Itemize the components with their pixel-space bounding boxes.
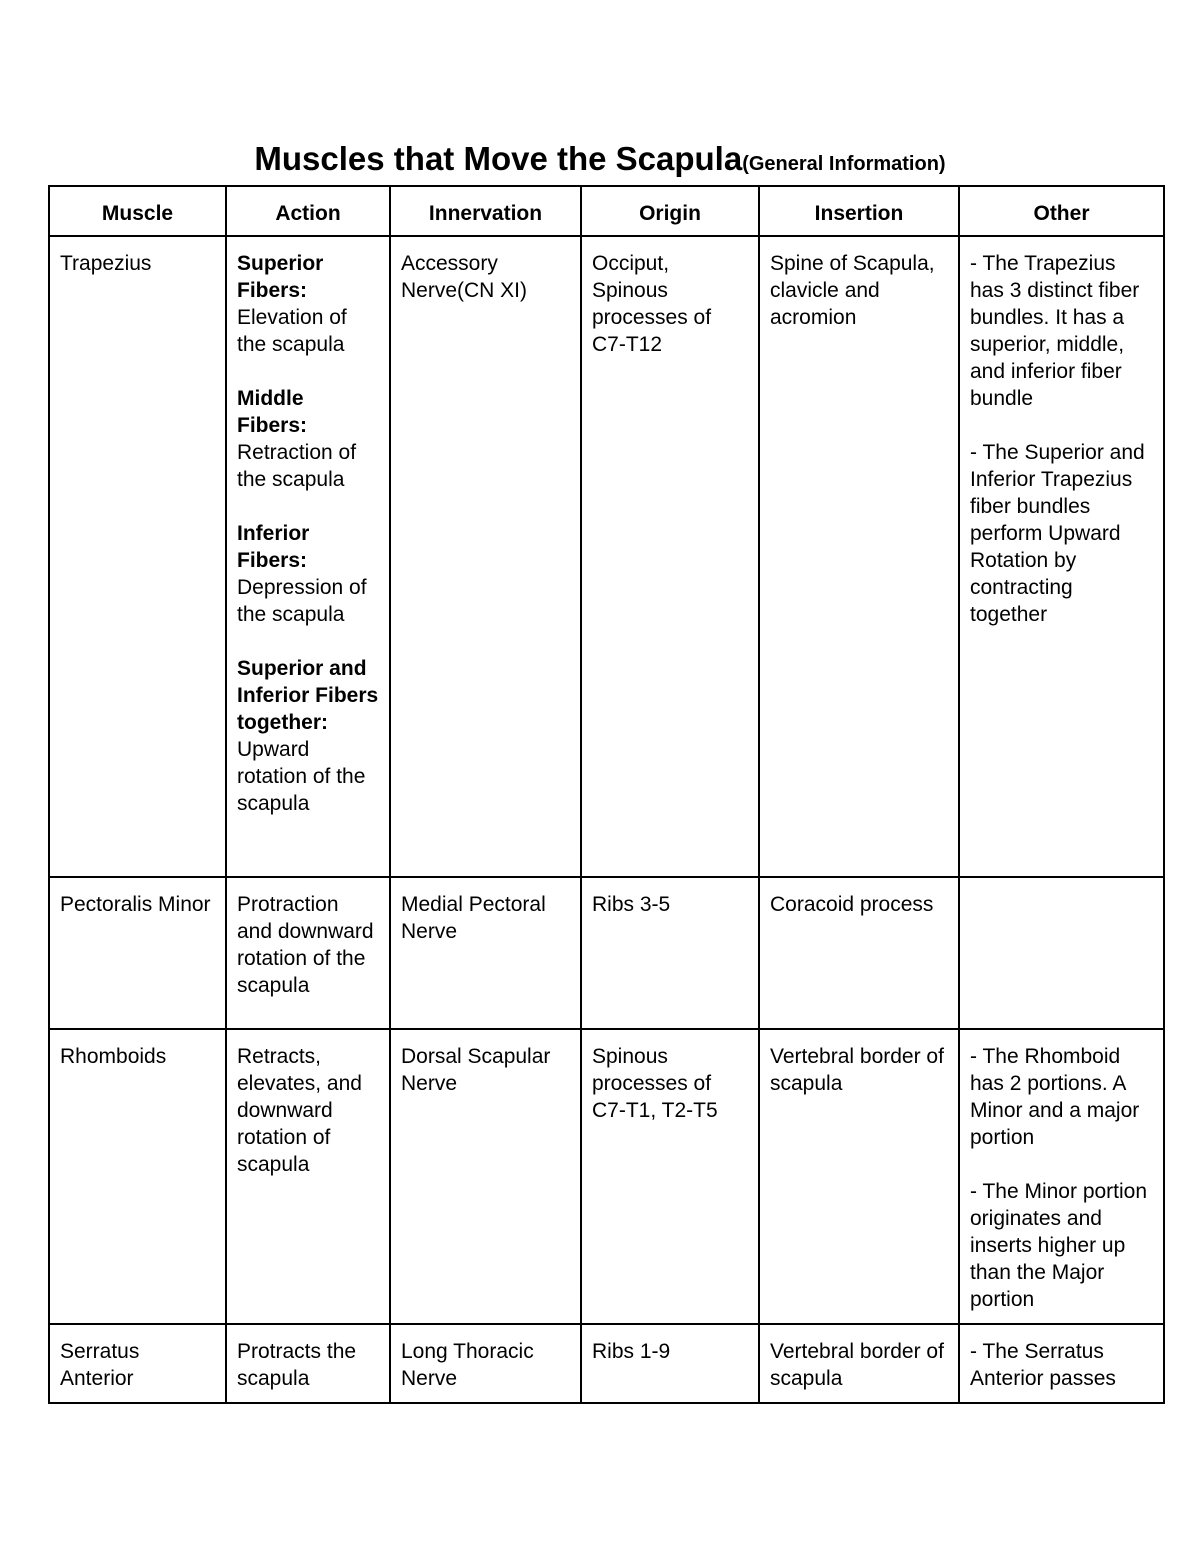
- header-other: Other: [959, 186, 1164, 236]
- other-note: - The Trapezius has 3 distinct fiber bundles. It has a superior, middle, and inferior fiber bundle: [970, 252, 1140, 410]
- action-text: Retraction of the scapula: [237, 441, 357, 491]
- cell-other: [959, 236, 1164, 877]
- action-item: [237, 385, 379, 493]
- cell-muscle: Rhomboids: [49, 1029, 226, 1324]
- title-subtitle: (General Information): [742, 153, 946, 175]
- table-row-rhomboids: [49, 1029, 1164, 1324]
- page-title: [0, 140, 1200, 178]
- header-action: Action: [226, 186, 390, 236]
- cell-action: Protracts the scapula: [226, 1324, 390, 1403]
- cell-insertion: Vertebral border of scapula: [759, 1029, 959, 1324]
- cell-other: [959, 877, 1164, 1029]
- action-item: [237, 655, 379, 817]
- muscles-table: [48, 185, 1165, 1404]
- other-note: - The Rhomboid has 2 portions. A Minor and a major portion: [970, 1045, 1140, 1149]
- cell-innervation: Accessory Nerve(CN XI): [390, 236, 581, 877]
- cell-origin: Ribs 1-9: [581, 1324, 759, 1403]
- action-text: Depression of the scapula: [237, 576, 367, 626]
- cell-origin: Ribs 3-5: [581, 877, 759, 1029]
- action-text: Upward rotation of the scapula: [237, 738, 366, 815]
- title-main: Muscles that Move the Scapula: [254, 140, 743, 177]
- other-note: - The Superior and Inferior Trapezius fiber bundles perform Upward Rotation by contracting together: [970, 441, 1145, 626]
- cell-innervation: Dorsal Scapular Nerve: [390, 1029, 581, 1324]
- action-label: Inferior Fibers:: [237, 522, 310, 572]
- cell-muscle: Trapezius: [49, 236, 226, 877]
- cell-action: Protraction and downward rotation of the scapula: [226, 877, 390, 1029]
- cell-other: [959, 1029, 1164, 1324]
- header-insertion: Insertion: [759, 186, 959, 236]
- table-header-row: [49, 186, 1164, 236]
- other-note: - The Minor portion originates and inserts higher up than the Major portion: [970, 1180, 1148, 1311]
- other-note: - The Serratus Anterior passes: [970, 1340, 1116, 1390]
- action-label: Superior Fibers:: [237, 252, 324, 302]
- action-item: [237, 250, 379, 358]
- cell-insertion: Spine of Scapula, clavicle and acromion: [759, 236, 959, 877]
- header-muscle: Muscle: [49, 186, 226, 236]
- table-row-pectoralis-minor: [49, 877, 1164, 1029]
- cell-insertion: Vertebral border of scapula: [759, 1324, 959, 1403]
- header-origin: Origin: [581, 186, 759, 236]
- cell-action: [226, 236, 390, 877]
- table-row-serratus-anterior: [49, 1324, 1164, 1403]
- action-label: Superior and Inferior Fibers together:: [237, 657, 379, 734]
- cell-action: Retracts, elevates, and downward rotation of scapula: [226, 1029, 390, 1324]
- action-label: Middle Fibers:: [237, 387, 308, 437]
- table-row-trapezius: [49, 236, 1164, 877]
- cell-origin: Occiput, Spinous processes of C7-T12: [581, 236, 759, 877]
- cell-other: [959, 1324, 1164, 1403]
- cell-insertion: Coracoid process: [759, 877, 959, 1029]
- cell-origin: Spinous processes of C7-T1, T2-T5: [581, 1029, 759, 1324]
- action-text: Elevation of the scapula: [237, 306, 347, 356]
- cell-muscle: Serratus Anterior: [49, 1324, 226, 1403]
- header-innervation: Innervation: [390, 186, 581, 236]
- cell-innervation: Long Thoracic Nerve: [390, 1324, 581, 1403]
- cell-innervation: Medial Pectoral Nerve: [390, 877, 581, 1029]
- action-item: [237, 520, 379, 628]
- cell-muscle: Pectoralis Minor: [49, 877, 226, 1029]
